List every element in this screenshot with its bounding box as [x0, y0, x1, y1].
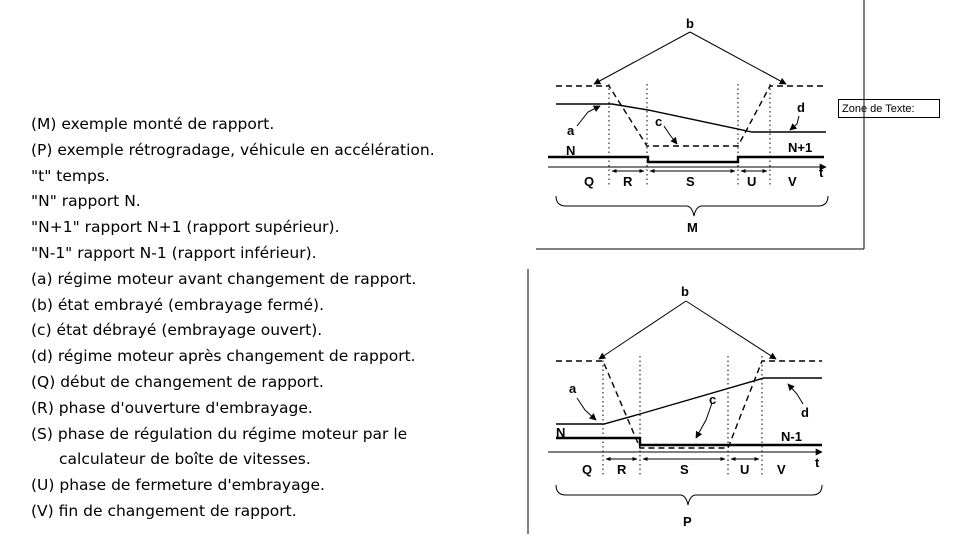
label-c: c	[655, 114, 663, 129]
legend-line-v: (V) fin de changement de rapport.	[31, 501, 297, 520]
diagram-brace	[556, 196, 828, 216]
label-b: b	[686, 16, 694, 31]
clutch-engaged-pointer	[594, 32, 786, 84]
phase-label-v: V	[788, 174, 797, 189]
gear-ratio-line	[548, 157, 824, 162]
label-a: a	[569, 381, 577, 396]
phase-dividers	[603, 356, 762, 475]
legend-line-s: (S) phase de régulation du régime moteur par le	[31, 424, 408, 443]
legend-line-a: (a) régime moteur avant changement de rapport.	[31, 269, 417, 288]
phase-label-s: S	[680, 462, 689, 477]
pointer-d	[788, 384, 803, 404]
label-t: t	[815, 455, 820, 470]
phase-label-s: S	[686, 174, 695, 189]
label-b: b	[681, 284, 689, 299]
phase-label-u: U	[747, 174, 757, 189]
pointer-c	[696, 403, 712, 438]
phase-label-r: R	[617, 462, 627, 477]
legend-line-q: (Q) début de changement de rapport.	[31, 372, 324, 391]
clutch-engaged-pointer	[599, 301, 776, 359]
label-t: t	[819, 165, 824, 180]
phase-label-v: V	[777, 462, 786, 477]
pointer-a	[577, 398, 596, 420]
legend-line-n-plus-1: "N+1" rapport N+1 (rapport supérieur).	[31, 218, 340, 237]
legend-line-p: (P) exemple rétrogradage, véhicule en accélération.	[31, 140, 435, 159]
textbox-label[interactable]: Zone de Texte:	[838, 99, 940, 118]
legend-line-s-continued: calculateur de boîte de vitesses.	[59, 450, 311, 469]
label-d: d	[797, 100, 805, 115]
phase-label-u: U	[740, 462, 750, 477]
legend-line-u: (U) phase de fermeture d'embrayage.	[31, 476, 325, 495]
phase-label-q: Q	[584, 174, 595, 189]
legend-line-c: (c) état débrayé (embrayage ouvert).	[31, 321, 323, 340]
phase-label-q: Q	[582, 462, 593, 477]
label-a: a	[567, 123, 575, 138]
diagram-downshift	[528, 269, 822, 534]
legend-line-b: (b) état embrayé (embrayage fermé).	[31, 295, 325, 314]
label-d: d	[801, 405, 809, 420]
pointer-c	[664, 126, 677, 144]
legend-line-n: "N" rapport N.	[31, 192, 141, 211]
legend-line-t: "t" temps.	[31, 166, 110, 185]
diagram-caption-p: P	[683, 514, 692, 529]
engine-speed-curve	[556, 378, 822, 424]
pointer-a	[577, 106, 600, 126]
label-n: N	[566, 143, 576, 158]
diagram-caption-m: M	[687, 220, 698, 235]
diagram-upshift	[536, 0, 864, 249]
legend-line-d: (d) régime moteur après changement de rapport.	[31, 347, 416, 366]
label-n-plus-1: N+1	[788, 140, 813, 155]
legend-line-m: (M) exemple monté de rapport.	[31, 115, 275, 133]
legend-line-r: (R) phase d'ouverture d'embrayage.	[31, 398, 313, 417]
diagram-brace	[556, 485, 822, 505]
label-c: c	[709, 392, 717, 407]
legend-line-n-minus-1: "N-1" rapport N-1 (rapport inférieur).	[31, 243, 317, 262]
label-n: N	[556, 425, 566, 440]
clutch-state-trace	[556, 86, 826, 146]
label-n-minus-1: N-1	[781, 429, 802, 444]
phase-label-r: R	[623, 174, 633, 189]
pointer-d	[790, 116, 799, 130]
